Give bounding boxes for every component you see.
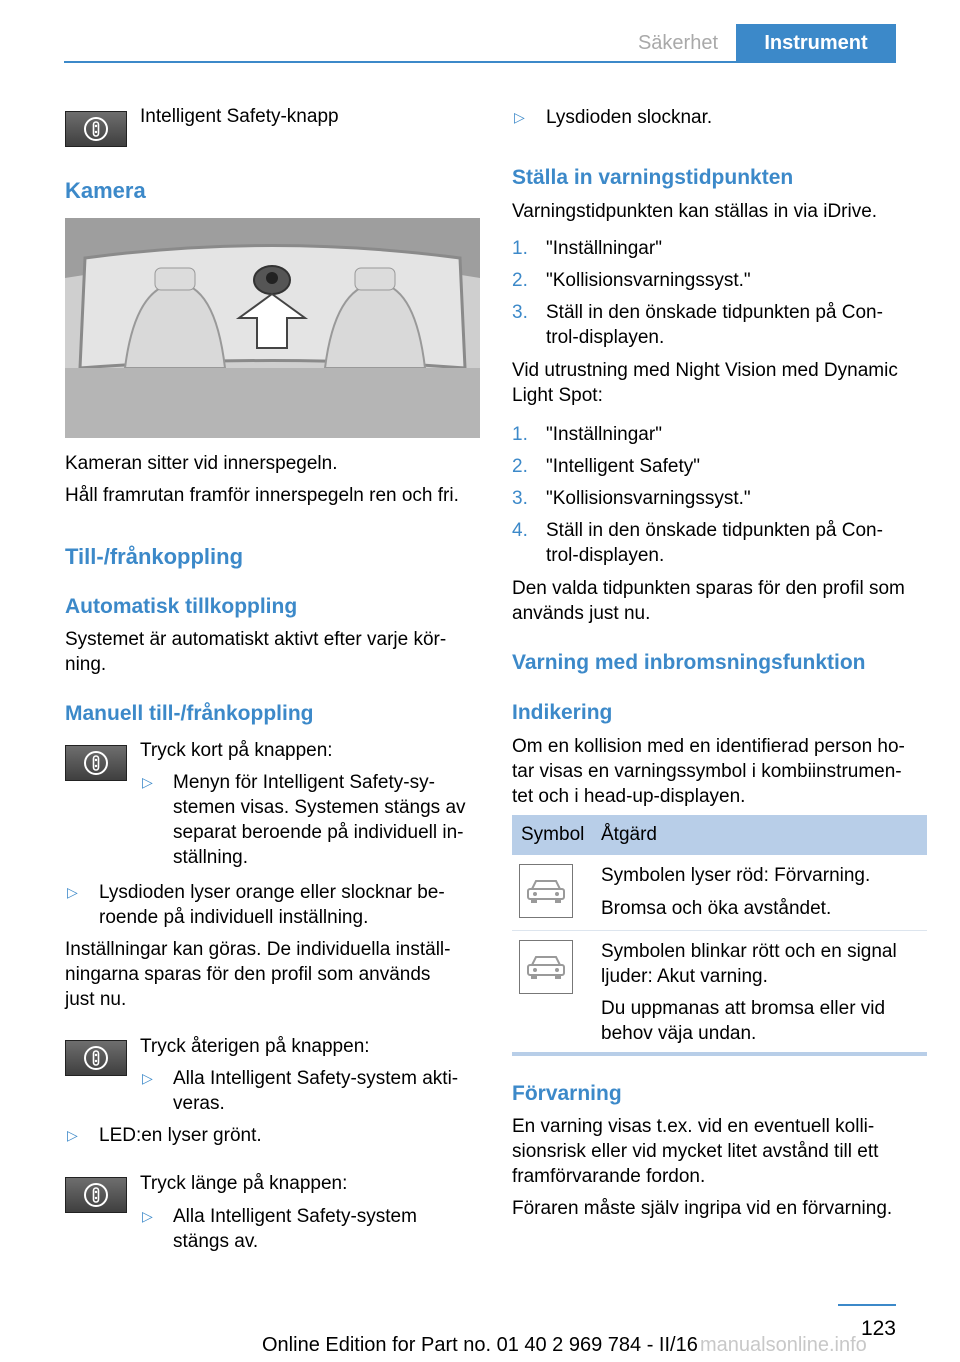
prewarn-line-3: framförvarande fordon. — [512, 1166, 706, 1187]
list2-item: Ställ in den önskade tidpunkten på Con- — [546, 520, 883, 541]
list1-number: 2. — [512, 270, 528, 291]
indication-line-1: Om en kollision med en identifierad person ho- — [512, 736, 905, 757]
table-row2-line-3: Du uppmanas att bromsa eller vid — [601, 998, 886, 1019]
led-line-2: roende på individuell inställning. — [99, 907, 369, 928]
car-front-icon — [519, 864, 573, 918]
all-off-line-1: Alla Intelligent Safety-system — [173, 1206, 417, 1227]
menu-line-3: separat beroende på individuell in- — [173, 822, 464, 843]
settings-line-1: Inställningar kan göras. De individuella inställ- — [65, 939, 451, 960]
camera-text-1: Kameran sitter vid innerspegeln. — [65, 453, 338, 474]
camera-illustration — [65, 218, 480, 438]
auto-text-2: ning. — [65, 654, 107, 675]
prewarn-line-2: sionsrisk eller vid mycket litet avstånd till ett — [512, 1141, 879, 1162]
list2-number: 4. — [512, 520, 528, 541]
auto-text-1: Systemet är automatiskt aktivt efter varje kör- — [65, 629, 447, 650]
table-row2-line-1: Symbolen blinkar rött och en signal — [601, 941, 897, 962]
indication-line-2: tar visas en varningssymbol i kombiinstrumen- — [512, 761, 902, 782]
intelligent-safety-button-icon — [65, 745, 127, 781]
table-bottom-border — [512, 1052, 927, 1056]
header-divider — [64, 61, 896, 63]
list1-item-cont: trol-displayen. — [546, 327, 665, 348]
prewarn-line-1: En varning visas t.ex. vid en eventuell kolli- — [512, 1116, 875, 1137]
list1-number: 1. — [512, 238, 528, 259]
table-row-divider — [512, 930, 927, 931]
table-col-symbol: Symbol — [521, 824, 585, 845]
page-number: 123 — [860, 1317, 896, 1340]
table-row2-line-4: behov väja undan. — [601, 1023, 757, 1044]
prewarn-heading: Förvarning — [512, 1082, 622, 1105]
triangle-bullet-icon: ▷ — [67, 1127, 78, 1143]
press-long-text: Tryck länge på knappen: — [140, 1173, 348, 1194]
intelligent-safety-button-icon — [65, 1040, 127, 1076]
all-on-line-2: veras. — [173, 1093, 225, 1114]
list1-item: Ställ in den önskade tidpunkten på Con- — [546, 302, 883, 323]
list1-item: "Inställningar" — [546, 238, 662, 259]
night-line-1: Vid utrustning med Night Vision med Dynamic — [512, 360, 898, 381]
menu-line-4: ställning. — [173, 847, 248, 868]
saved-line-1: Den valda tidpunkten sparas för den profil som — [512, 578, 905, 599]
triangle-bullet-icon: ▷ — [142, 1070, 153, 1086]
driver-text: Föraren måste själv ingripa vid en förvarning. — [512, 1198, 893, 1219]
watermark-text: manualsonline.info — [700, 1334, 867, 1356]
intelligent-safety-button-icon — [65, 111, 127, 147]
all-off-line-2: stängs av. — [173, 1231, 259, 1252]
car-front-icon — [519, 940, 573, 994]
triangle-bullet-icon: ▷ — [142, 1208, 153, 1224]
led-off-text: Lysdioden slocknar. — [546, 107, 713, 128]
edition-text: Online Edition for Part no. 01 40 2 969 784 - II/16 — [262, 1334, 698, 1356]
table-row1-line-2: Bromsa och öka avståndet. — [601, 898, 832, 919]
table-row2-line-2: ljuder: Akut varning. — [601, 966, 768, 987]
indication-line-3: tet och i head-up-displayen. — [512, 786, 746, 807]
saved-line-2: används just nu. — [512, 603, 651, 624]
led-line-1: Lysdioden lyser orange eller slocknar be- — [99, 882, 445, 903]
press-again-text: Tryck återigen på knappen: — [140, 1036, 370, 1057]
header-tab-section: Säkerhet — [637, 31, 719, 54]
list2-item-cont: trol-displayen. — [546, 545, 665, 566]
warn-time-heading: Ställa in varningstidpunkten — [512, 166, 794, 189]
triangle-bullet-icon: ▷ — [67, 884, 78, 900]
settings-line-2: ningarna sparas för den profil som används — [65, 964, 431, 985]
list1-number: 3. — [512, 302, 528, 323]
warn-time-text: Varningstidpunkten kan ställas in via iDrive. — [512, 201, 878, 222]
auto-heading: Automatisk tillkoppling — [65, 595, 298, 618]
safety-button-caption: Intelligent Safety-knapp — [140, 106, 339, 127]
all-on-line-1: Alla Intelligent Safety-system akti- — [173, 1068, 459, 1089]
brake-heading: Varning med inbromsningsfunktion — [512, 651, 866, 674]
settings-line-3: just nu. — [65, 989, 127, 1010]
onoff-heading: Till-/frånkoppling — [65, 544, 244, 569]
triangle-bullet-icon: ▷ — [142, 774, 153, 790]
list2-item: "Inställningar" — [546, 424, 662, 445]
triangle-bullet-icon: ▷ — [514, 109, 525, 125]
indication-heading: Indikering — [512, 701, 613, 724]
table-col-action: Åtgärd — [601, 824, 657, 845]
press-short-text: Tryck kort på knappen: — [140, 740, 333, 761]
list2-number: 1. — [512, 424, 528, 445]
list2-item: "Kollisionsvarningssyst." — [546, 488, 751, 509]
manual-heading: Manuell till-/frånkoppling — [65, 702, 314, 725]
footer-divider — [838, 1304, 896, 1306]
night-line-2: Light Spot: — [512, 385, 603, 406]
list2-item: "Intelligent Safety" — [546, 456, 700, 477]
camera-heading: Kamera — [65, 178, 146, 203]
header-tab-chapter: Instrument — [736, 24, 896, 62]
menu-line-1: Menyn för Intelligent Safety-sy- — [173, 772, 435, 793]
camera-text-2: Håll framrutan framför innerspegeln ren och fri. — [65, 485, 459, 506]
list2-number: 3. — [512, 488, 528, 509]
list2-number: 2. — [512, 456, 528, 477]
led-green-text: LED:en lyser grönt. — [99, 1125, 262, 1146]
list1-item: "Kollisionsvarningssyst." — [546, 270, 751, 291]
table-row1-line-1: Symbolen lyser röd: Förvarning. — [601, 865, 871, 886]
intelligent-safety-button-icon — [65, 1177, 127, 1213]
menu-line-2: stemen visas. Systemen stängs av — [173, 797, 466, 818]
